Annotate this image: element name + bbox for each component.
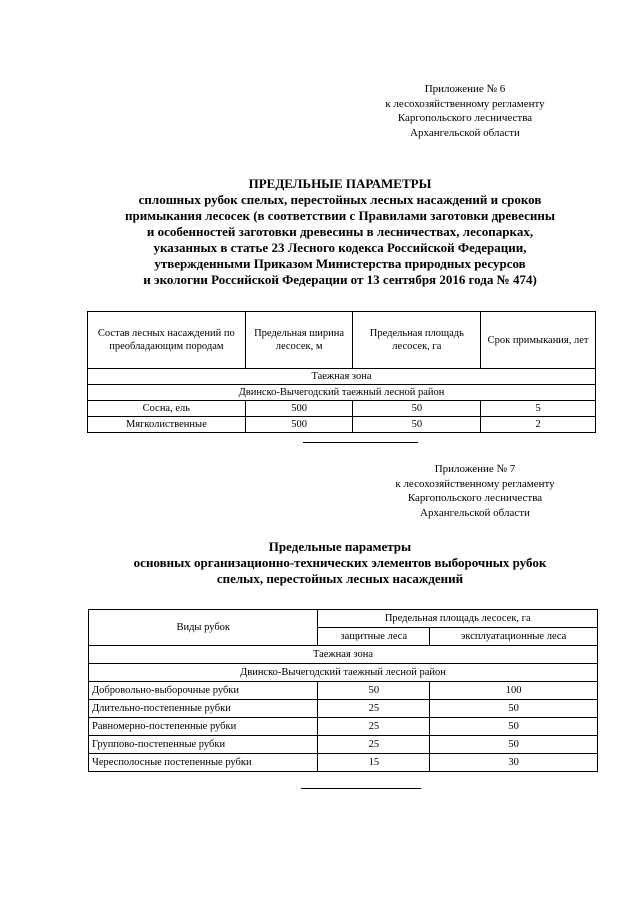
table-header-row [89,610,598,628]
protective-value-cell: 50 [318,682,430,700]
table-row [89,682,598,700]
cut-type-cell: Чересполосные постепенные рубки [89,754,318,772]
exploitation-value-cell: 30 [430,754,598,772]
species-cell: Мягколиственные [88,417,246,433]
annex-line: к лесохозяйственному регламенту [395,477,555,490]
zone-row [89,646,598,664]
separator-line [303,442,418,443]
species-cell: Сосна, ель [88,401,246,417]
annex-line: Каргопольского лесничества [397,112,533,124]
region-cell: Двинско-Вычегодский таежный лесной район [89,664,598,682]
title-line: сплошных рубок спелых, перестойных лесных насаждений и сроков [138,192,542,207]
annex-line: Архангельской области [410,126,520,139]
table-row [89,754,598,772]
cut-type-cell: Равномерно-постепенные рубки [89,718,318,736]
region-row [88,385,596,401]
header-area: Предельная площадь лесосек, га [353,312,481,369]
annex-line: Каргопольского лесничества [407,492,543,504]
protective-value-cell: 15 [318,754,430,772]
annex-line: Архангельской области [420,506,530,519]
region-cell: Двинско-Вычегодский таежный лесной район [88,385,596,401]
area-cell: 50 [353,417,481,433]
cut-type-cell: Длительно-постепенные рубки [89,700,318,718]
title-line: основных организационно-технических элементов выборочных рубок [133,555,547,570]
protective-value-cell: 25 [318,718,430,736]
annex-6-header [340,82,590,140]
separator-line [301,788,421,789]
header-composition: Состав лесных насаждений по преобладающим породам [88,312,246,369]
title-line: примыкания лесосек (в соответствии с Правилами заготовки древесины [125,208,555,223]
annex-line: Приложение № 7 [434,463,516,475]
exploitation-value-cell: 50 [430,736,598,754]
title-line: спелых, перестойных лесных насаждений [216,571,464,586]
annex-7-header [350,462,600,520]
region-row [89,664,598,682]
clearcut-parameters-table [87,311,596,433]
table-row [88,417,596,433]
header-exploitation-forests: эксплуатационные леса [430,628,598,646]
clearcut-parameters-title [60,176,620,288]
width-cell: 500 [245,417,353,433]
cut-type-cell: Добровольно-выборочные рубки [89,682,318,700]
adjacency-cell: 2 [481,417,596,433]
table-row [88,401,596,417]
selective-cut-parameters-table [88,609,598,772]
title-line: ПРЕДЕЛЬНЫЕ ПАРАМЕТРЫ [248,176,432,191]
title-line: указанных в статье 23 Лесного кодекса Российской Федерации, [153,240,527,255]
header-adjacency: Срок примыкания, лет [481,312,596,369]
width-cell: 500 [245,401,353,417]
exploitation-value-cell: 50 [430,718,598,736]
header-max-area: Предельная площадь лесосек, га [318,610,598,628]
cut-type-cell: Группово-постепенные рубки [89,736,318,754]
title-line: и особенностей заготовки древесины в лесничествах, лесопарках, [146,224,534,239]
exploitation-value-cell: 50 [430,700,598,718]
annex-line: Приложение № 6 [424,83,506,95]
title-line: Предельные параметры [268,539,412,554]
area-cell: 50 [353,401,481,417]
zone-cell: Таежная зона [88,369,596,385]
zone-cell: Таежная зона [89,646,598,664]
table-header-row [88,312,596,369]
adjacency-cell: 5 [481,401,596,417]
header-width: Предельная ширина лесосек, м [245,312,353,369]
zone-row [88,369,596,385]
selective-cut-parameters-title [60,539,620,587]
table-row [89,718,598,736]
header-protective-forests: защитные леса [318,628,430,646]
header-cut-types: Виды рубок [89,610,318,646]
protective-value-cell: 25 [318,736,430,754]
table-row [89,700,598,718]
protective-value-cell: 25 [318,700,430,718]
exploitation-value-cell: 100 [430,682,598,700]
title-line: утвержденными Приказом Министерства природных ресурсов [154,256,526,271]
annex-line: к лесохозяйственному регламенту [385,97,545,110]
table-row [89,736,598,754]
title-line: и экологии Российской Федерации от 13 сентября 2016 года № 474) [143,272,537,287]
